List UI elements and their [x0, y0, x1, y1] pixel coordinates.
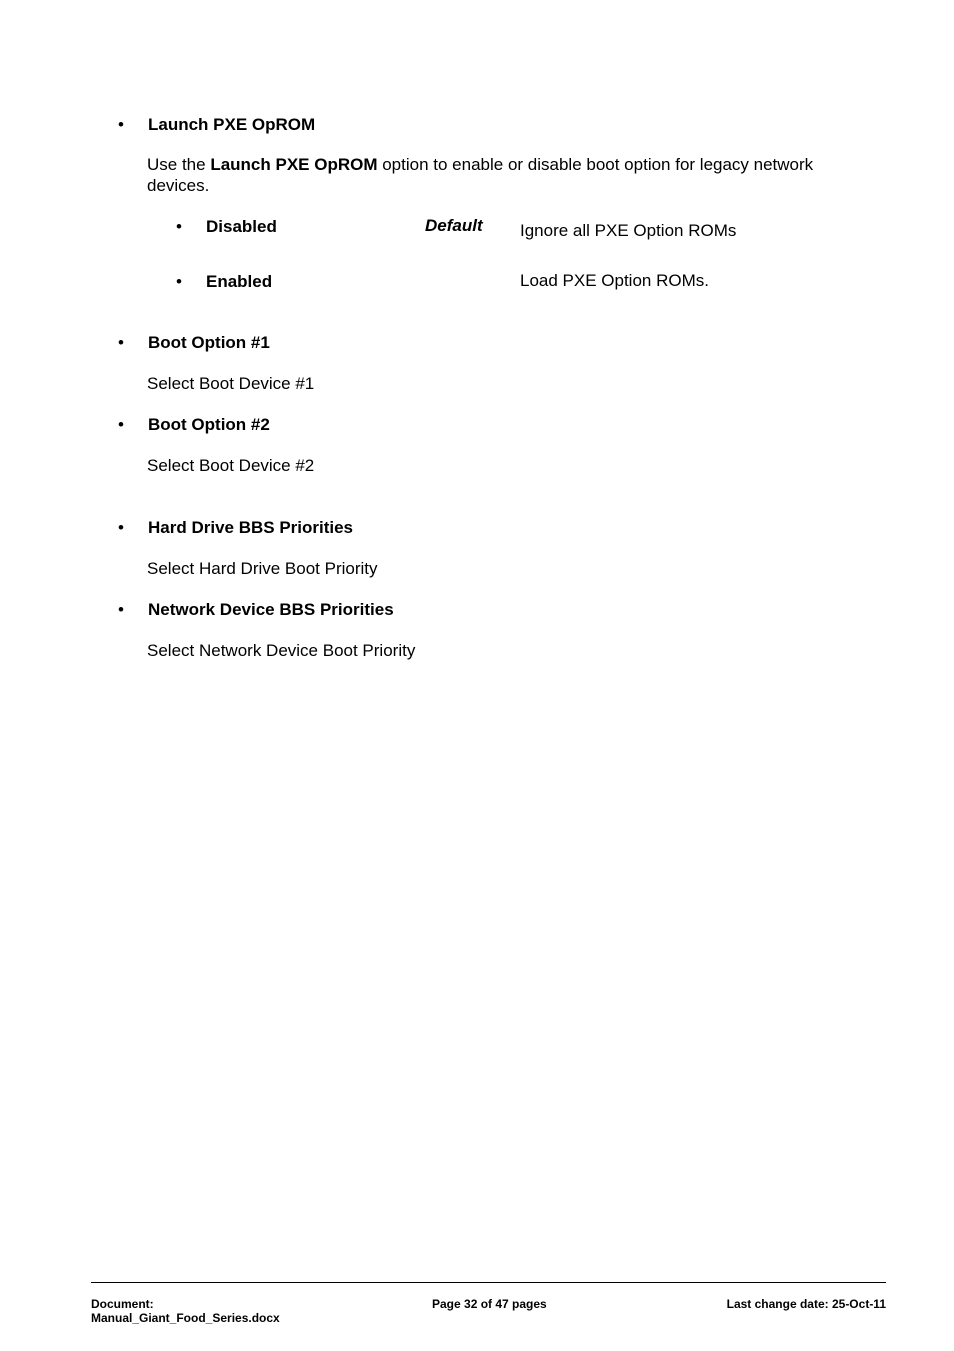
section-description-boot-option-1: Select Boot Device #1 — [147, 374, 315, 393]
default-marker: Default — [425, 216, 483, 235]
section-description-hard-drive-bbs-priorities: Select Hard Drive Boot Priority — [147, 559, 378, 578]
section-heading-network-device-bbs-priorities: Network Device BBS Priorities — [148, 600, 394, 619]
bullet-icon: • — [118, 333, 124, 352]
footer-document-name: Manual_Giant_Food_Series.docx — [91, 1311, 280, 1325]
bullet-icon: • — [176, 272, 182, 291]
section-description-boot-option-2: Select Boot Device #2 — [147, 456, 315, 475]
section-description-launch-pxe-oprom — [147, 154, 867, 196]
section-heading-hard-drive-bbs-priorities: Hard Drive BBS Priorities — [148, 518, 354, 537]
description-suffix: option to enable or disable boot option for legacy network devices. — [147, 155, 814, 195]
option-label-enabled: Enabled — [206, 272, 273, 291]
footer-page-info: Page 32 of 47 pages — [432, 1297, 547, 1311]
bullet-icon: • — [118, 518, 124, 537]
description-bold-term: Launch PXE OpROM — [210, 155, 378, 174]
bullet-icon: • — [118, 600, 124, 619]
footer-last-change-date: Last change date: 25-Oct-11 — [726, 1297, 886, 1311]
option-description-enabled: Load PXE Option ROMs. — [520, 271, 709, 290]
footer-document-label: Document: — [91, 1297, 154, 1311]
section-heading-boot-option-1: Boot Option #1 — [148, 333, 270, 352]
footer-divider — [91, 1282, 886, 1283]
option-description-disabled: Ignore all PXE Option ROMs — [520, 221, 737, 240]
section-heading-launch-pxe-oprom: Launch PXE OpROM — [148, 115, 316, 134]
bullet-icon: • — [118, 115, 124, 134]
bullet-icon: • — [176, 217, 182, 236]
section-heading-boot-option-2: Boot Option #2 — [148, 415, 270, 434]
option-label-disabled: Disabled — [206, 217, 277, 236]
section-description-network-device-bbs-priorities: Select Network Device Boot Priority — [147, 641, 416, 660]
bullet-icon: • — [118, 415, 124, 434]
description-prefix: Use the — [147, 155, 211, 174]
